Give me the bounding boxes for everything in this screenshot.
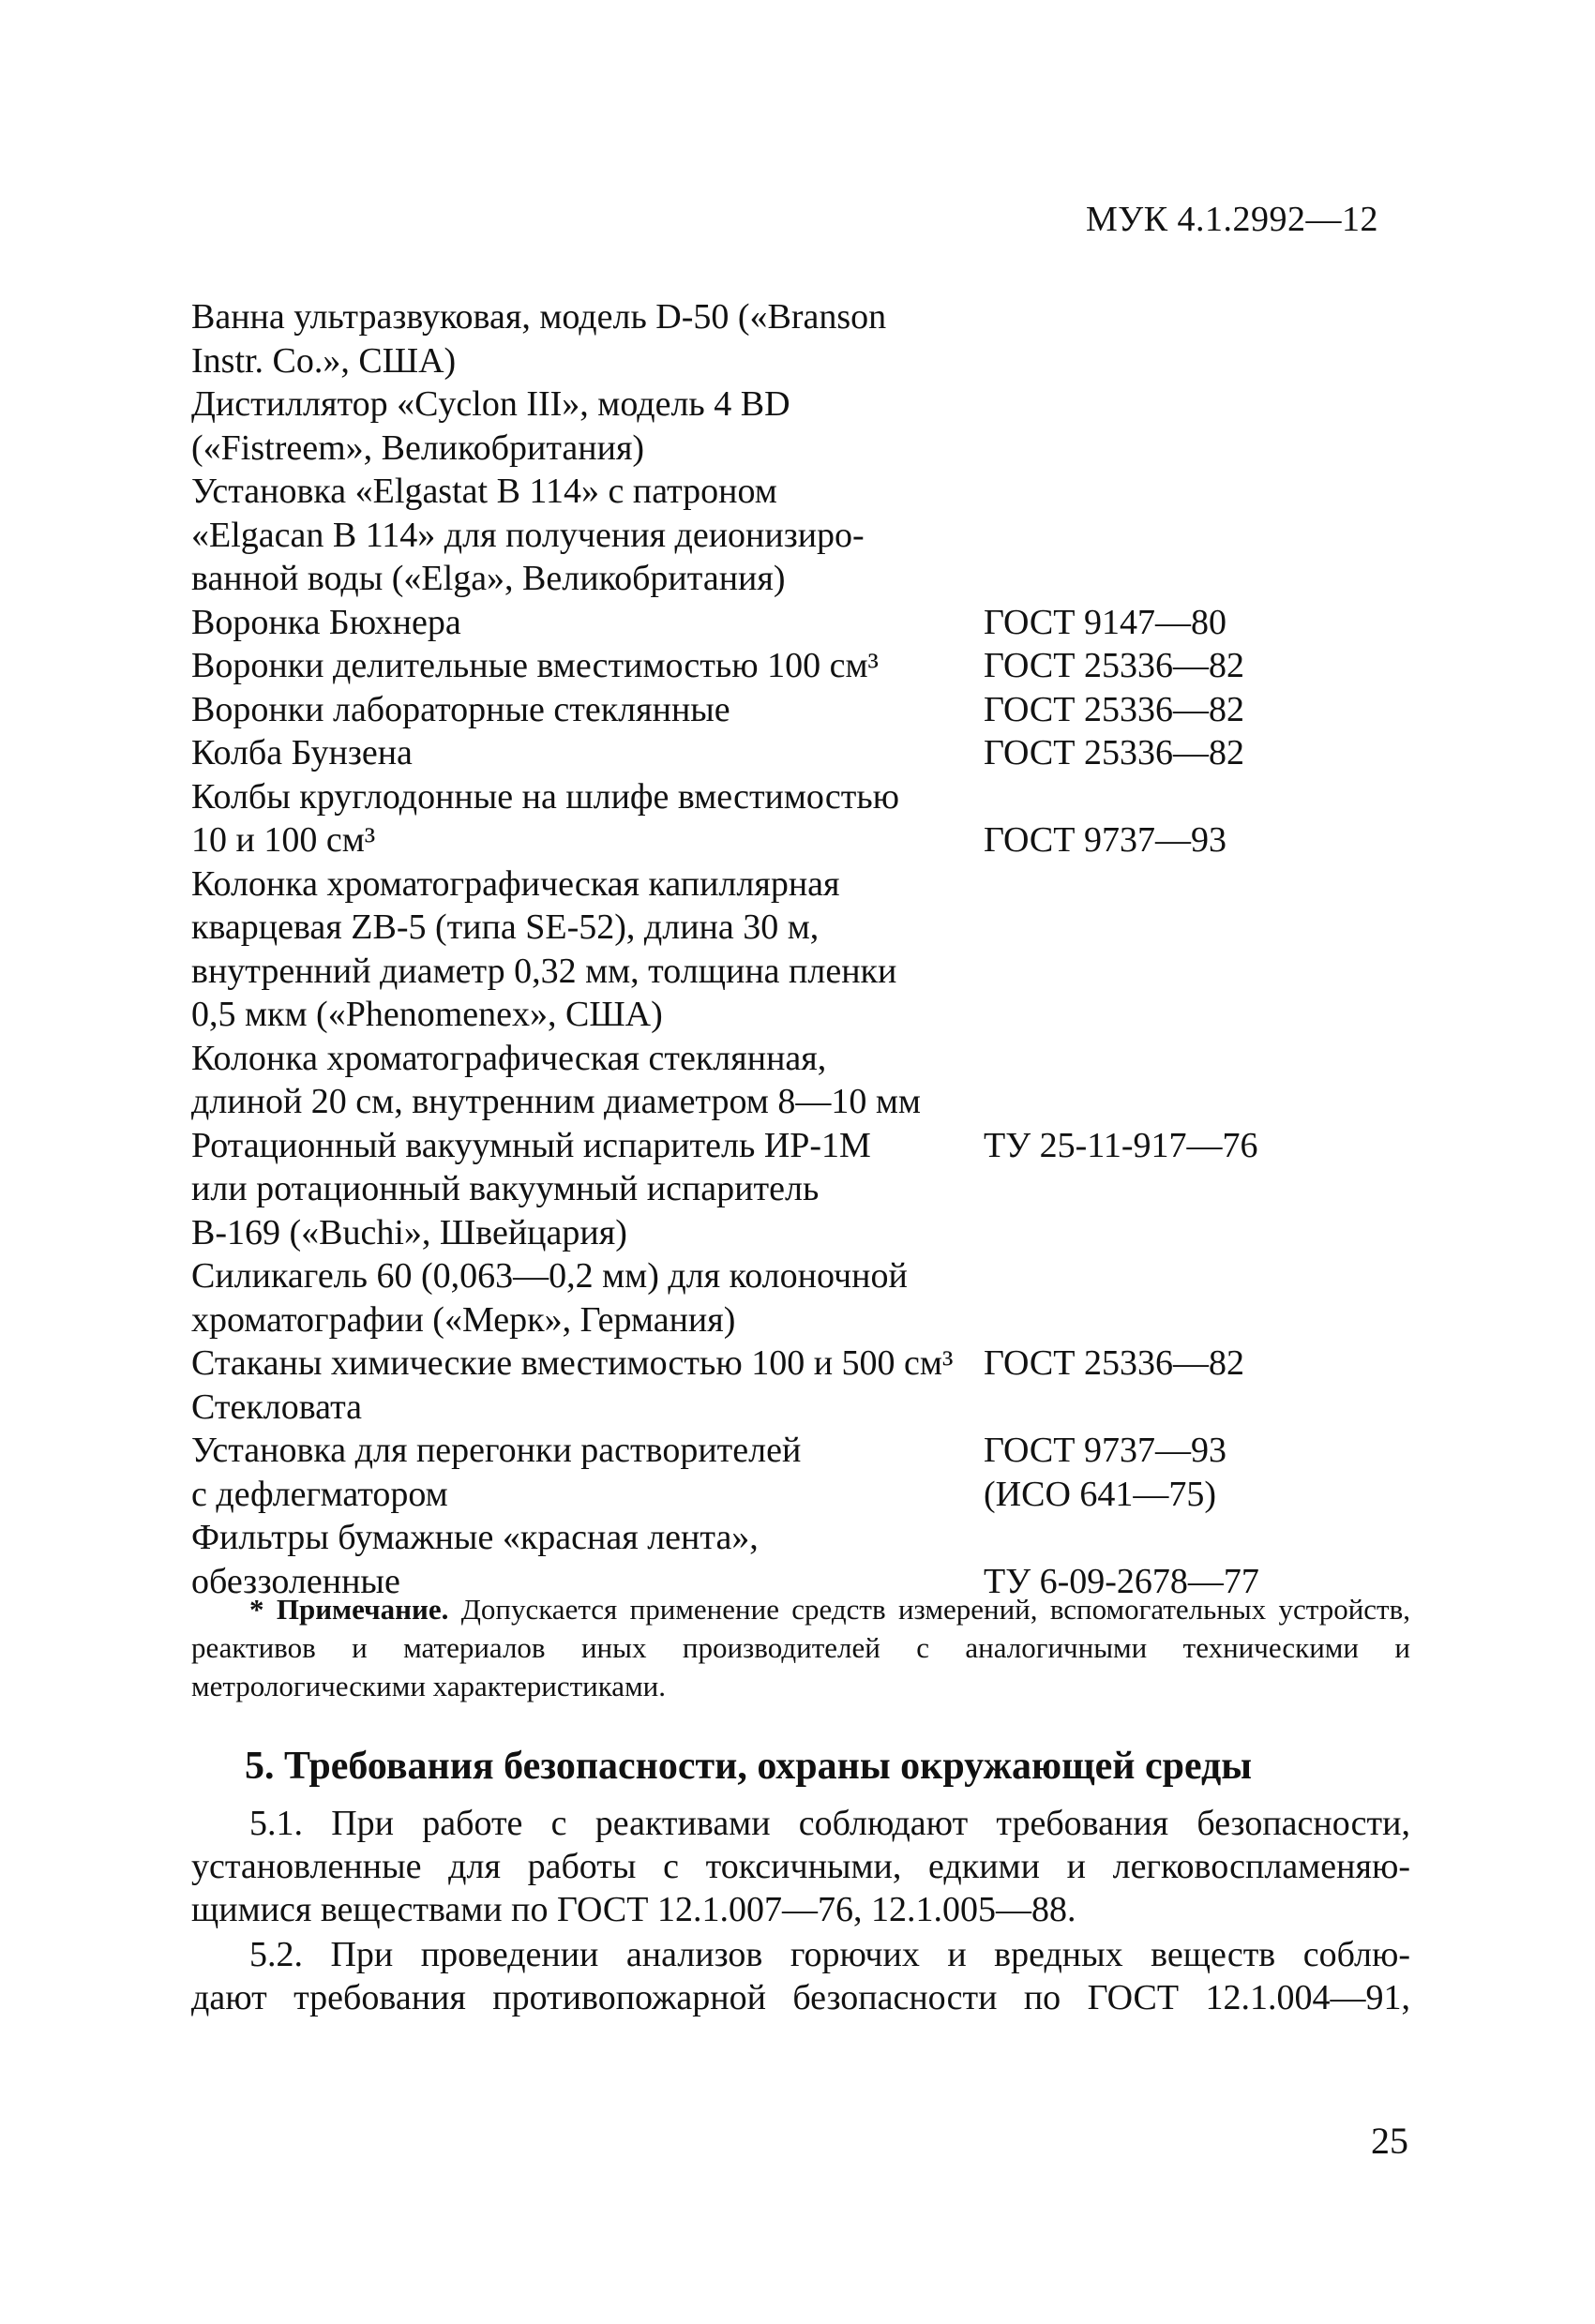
equipment-name-line: 0,5 мкм («Phenomenex», США) (191, 995, 663, 1034)
equipment-row (191, 644, 1317, 688)
equipment-row (191, 1386, 1317, 1430)
equipment-name-line: длиной 20 см, внутренним диаметром 8—10 мм (191, 1082, 921, 1121)
equipment-standard-line: ТУ 6-09-2678—77 (984, 1561, 1259, 1601)
equipment-name (191, 470, 984, 601)
paragraph-5-2 (191, 1933, 1410, 2019)
equipment-name-line: 10 и 100 см³ (191, 820, 376, 860)
equipment-standard (984, 1342, 1244, 1386)
note-text: Допускается применение средств измерений, вспомогательных устройств, реактивов и материалов иных производителей с аналогичными техническими и метрологическими характеристиками. (191, 1593, 1410, 1702)
equipment-standard-line: ГОСТ 9737—93 (984, 1431, 1226, 1470)
paragraph-line: 5.2. При проведении анализов горючих и вредных веществ соблю- (249, 1935, 1410, 1974)
paragraph-line: дают требования противопожарной безопасности по ГОСТ 12.1.004—91, (191, 1978, 1410, 2017)
equipment-name-line: Стаканы химические вместимостью 100 и 500 см³ (191, 1343, 954, 1383)
equipment-name-line: Дистиллятор «Cyclon III», модель 4 BD (191, 384, 790, 424)
equipment-name-line: внутренний диаметр 0,32 мм, толщина пленки (191, 951, 897, 991)
equipment-row (191, 775, 1317, 862)
equipment-name (191, 295, 984, 382)
equipment-standard-line: ГОСТ 25336—82 (984, 689, 1244, 729)
page-number: 25 (1371, 2120, 1408, 2162)
equipment-row (191, 382, 1317, 470)
equipment-name (191, 382, 984, 470)
equipment-list (191, 295, 1317, 1603)
equipment-row (191, 1124, 1317, 1255)
equipment-name (191, 1342, 984, 1386)
equipment-row (191, 862, 1317, 1037)
equipment-name-line: Колонка хроматографическая стеклянная, (191, 1038, 827, 1078)
equipment-name-line: кварцевая ZB-5 (типа SE-52), длина 30 м, (191, 907, 820, 947)
equipment-standard (984, 731, 1244, 775)
equipment-standard (984, 818, 1226, 862)
equipment-standard (984, 1429, 1226, 1516)
note-label: * Примечание. (249, 1593, 449, 1626)
equipment-name-line: «Elgacan B 114» для получения деионизиро- (191, 515, 865, 555)
equipment-name (191, 862, 984, 1037)
equipment-standard (984, 688, 1244, 732)
equipment-row (191, 1429, 1317, 1516)
equipment-name-line: ванной воды («Elga», Великобритания) (191, 559, 786, 598)
equipment-name (191, 1429, 984, 1516)
equipment-name-line: Воронка Бюхнера (191, 602, 461, 642)
equipment-row (191, 1342, 1317, 1386)
equipment-name-line: Воронки лабораторные стеклянные (191, 689, 730, 729)
equipment-standard-line: ГОСТ 9147—80 (984, 602, 1226, 642)
equipment-name (191, 775, 984, 862)
equipment-name-line: Instr. Co.», США) (191, 340, 457, 381)
equipment-row (191, 1254, 1317, 1342)
equipment-name-line: с дефлегматором (191, 1474, 448, 1514)
equipment-name-line: Установка для перегонки растворителей (191, 1431, 802, 1470)
section-title: 5. Требования безопасности, охраны окружающей среды (245, 1745, 1253, 1788)
equipment-name-line: Колба Бунзена (191, 733, 413, 772)
paragraph-line: щимися веществами по ГОСТ 12.1.007—76, 12.1.005—88. (191, 1890, 1076, 1929)
equipment-name (191, 688, 984, 732)
equipment-name (191, 601, 984, 645)
paragraph-line: 5.1. При работе с реактивами соблюдают требования безопасности, (249, 1804, 1410, 1843)
equipment-row (191, 295, 1317, 382)
equipment-standard-line: ГОСТ 9737—93 (984, 820, 1226, 860)
equipment-name (191, 731, 984, 775)
equipment-name-line: Колонка хроматографическая капиллярная (191, 863, 840, 904)
equipment-name-line: обеззоленные (191, 1561, 400, 1601)
equipment-standard (984, 601, 1226, 645)
equipment-name (191, 1254, 984, 1342)
equipment-name-line: Установка «Elgastat B 114» с патроном (191, 472, 777, 511)
equipment-name (191, 1037, 984, 1124)
document-code-header: МУК 4.1.2992—12 (1086, 200, 1379, 239)
equipment-standard-line: (ИСО 641—75) (984, 1474, 1217, 1514)
paragraph-5-1 (191, 1802, 1410, 1931)
equipment-row (191, 470, 1317, 601)
equipment-standard (984, 1124, 1258, 1168)
equipment-standard-line: ГОСТ 25336—82 (984, 733, 1244, 772)
equipment-name-line: или ротационный вакуумный испаритель (191, 1169, 820, 1208)
equipment-standard-line: ГОСТ 25336—82 (984, 646, 1244, 685)
equipment-row (191, 688, 1317, 732)
equipment-name (191, 1386, 984, 1430)
equipment-standard (984, 644, 1244, 688)
equipment-standard-line: ТУ 25-11-917—76 (984, 1125, 1258, 1165)
equipment-row (191, 1037, 1317, 1124)
equipment-name (191, 1124, 984, 1255)
equipment-name-line: В-169 («Buchi», Швейцария) (191, 1212, 627, 1252)
paragraph-line: установленные для работы с токсичными, едкими и легковоспламеняю- (191, 1847, 1410, 1886)
equipment-name-line: Стекловата (191, 1387, 363, 1427)
equipment-name-line: Силикагель 60 (0,063—0,2 мм) для колоночной (191, 1256, 908, 1296)
equipment-name-line: Фильтры бумажные «красная лента», (191, 1518, 759, 1557)
equipment-row (191, 731, 1317, 775)
equipment-name-line: Ротационный вакуумный испаритель ИР-1М (191, 1125, 871, 1165)
equipment-standard-line: ГОСТ 25336—82 (984, 1343, 1244, 1383)
equipment-name-line: («Fistreem», Великобритания) (191, 427, 645, 468)
equipment-name-line: Ванна ультразвуковая, модель D-50 («Branson (191, 297, 887, 337)
equipment-name (191, 644, 984, 688)
equipment-name-line: хроматографии («Мерк», Германия) (191, 1299, 736, 1340)
note-paragraph (191, 1590, 1410, 1705)
equipment-name-line: Воронки делительные вместимостью 100 см³ (191, 646, 879, 685)
equipment-name-line: Колбы круглодонные на шлифе вместимостью (191, 776, 900, 817)
equipment-row (191, 601, 1317, 645)
